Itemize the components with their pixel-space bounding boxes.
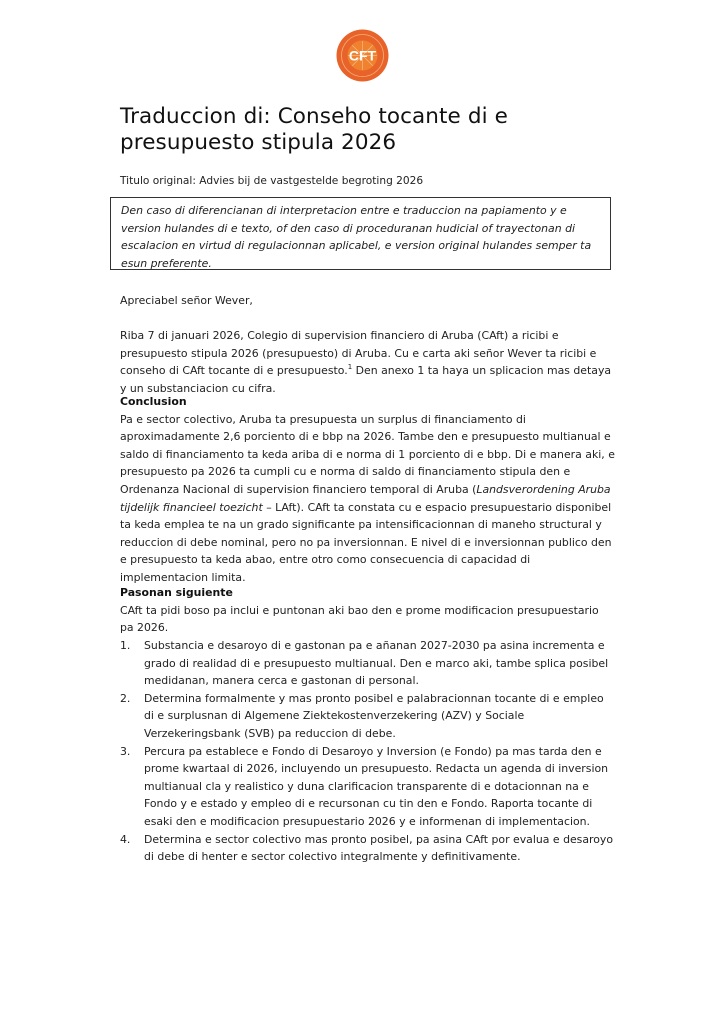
- intro-text-cont: Den anexo 1 ta haya un splicacion mas detaya y un substanciacion cu cifra.: [120, 364, 612, 395]
- conclusion-text: Pa e sector colectivo, Aruba ta presupuesta un surplus di financiamento di aproximadamente 2,6 porciento di e bbp na 2026. Tambe den e presupuesto multianual e saldo di financiamento ta keda ariba di e norma di 1 porciento di e bbp. Di e manera aki, e presupuesto pa 2026 ta cumpli cu e norma di saldo di financiamento stipula den e Ordenanza Nacional di supervision financiero temporal di Aruba (: [120, 412, 615, 496]
- list-item: [120, 637, 615, 690]
- cft-seal-icon: [336, 29, 389, 82]
- title-line-1: Traduccion di: Conseho tocante di e: [120, 104, 508, 129]
- intro-paragraph: [120, 327, 615, 397]
- next-steps-section: [120, 584, 615, 637]
- conclusion-heading: Conclusion: [120, 395, 187, 408]
- list-text: Percura pa establece e Fondo di Desaroyo y Inversion (e Fondo) pa mas tarda den e prome kwartaal di 2026, incluyendo un presupuesto. Redacta un agenda di inversion multianual cla y realistico y duna clarificacion transparente di e dotacionnan na e Fondo y e estado y empleo di e recursonan cu tin den e Fondo. Raporta tocante di esaki den e modificacion presupuestario 2026 y e informenan di implementacion.: [144, 744, 609, 828]
- list-number: 3.: [120, 744, 131, 758]
- conclusion-section: [120, 393, 615, 587]
- title-line-2: presupuesto stipula 2026: [120, 130, 397, 155]
- document-title: [120, 104, 620, 156]
- list-item: [120, 690, 615, 743]
- conclusion-law-name: Landsverordening Aruba tijdelijk financieel toezicht: [120, 482, 611, 514]
- conclusion-text-cont: – LAft). CAft ta constata cu e espacio presupuestario disponibel ta keda emplea te na un grado significante pa intensificacionnan di maneho structural y reduccion di debe nominal, pero no pa inversionnan. E nivel di e inversionnan publico den e presupuesto ta keda abao, entre otro como consecuencia di capacidad di implementacion limita.: [120, 500, 612, 584]
- list-text: Determina formalmente y mas pronto posibel e palabracionnan tocante di e empleo di e surplusnan di Algemene Ziektekostenverzekering (AZV) y Sociale Verzekeringsbank (SVB) pa reduccion di debe.: [144, 691, 604, 740]
- salutation: Apreciabel señor Wever,: [120, 294, 253, 307]
- list-text: Determina e sector colectivo mas pronto posibel, pa asina CAft por evalua e desaroyo di debe di henter e sector colectivo integralmente y definitivamente.: [144, 832, 614, 864]
- list-number: 2.: [120, 691, 131, 705]
- original-title: Titulo original: Advies bij de vastgestelde begroting 2026: [120, 175, 424, 187]
- list-number: 4.: [120, 832, 131, 846]
- svg-text:CFT: CFT: [348, 47, 377, 64]
- list-number: 1.: [120, 639, 131, 652]
- footnote-reference[interactable]: 1: [347, 363, 353, 372]
- next-steps-heading: Pasonan siguiente: [120, 586, 233, 599]
- next-steps-list: [120, 637, 615, 866]
- next-steps-intro: CAft ta pidi boso pa inclui e puntonan aki bao den e prome modificacion presupuestario pa 2026.: [120, 603, 599, 635]
- translation-disclaimer-box: Den caso di diferencianan di interpretacion entre e traduccion na papiamento y e version hulandes di e texto, of den caso di proceduranan hudicial of trayectonan di escalacion en virtud di regulacionnan aplicabel, e version original hulandes semper ta esun preferente.: [110, 197, 611, 270]
- intro-text: Riba 7 di januari 2026, Colegio di supervision financiero di Aruba (CAft) a ricibi e presupuesto stipula 2026 (presupuesto) di Aruba. Cu e carta aki señor Wever ta ricibi e conseho di CAft tocante di e presupuesto.: [120, 329, 597, 378]
- list-item: [120, 831, 615, 866]
- cft-logo: [336, 29, 389, 82]
- list-item: [120, 743, 615, 831]
- list-text: Substancia e desaroyo di e gastonan pa e añanan 2027-2030 pa asina incrementa e grado di realidad di e presupuesto multianual. Den e marco aki, tambe splica posibel medidanan, manera cerca e gastonan di personal.: [144, 639, 609, 688]
